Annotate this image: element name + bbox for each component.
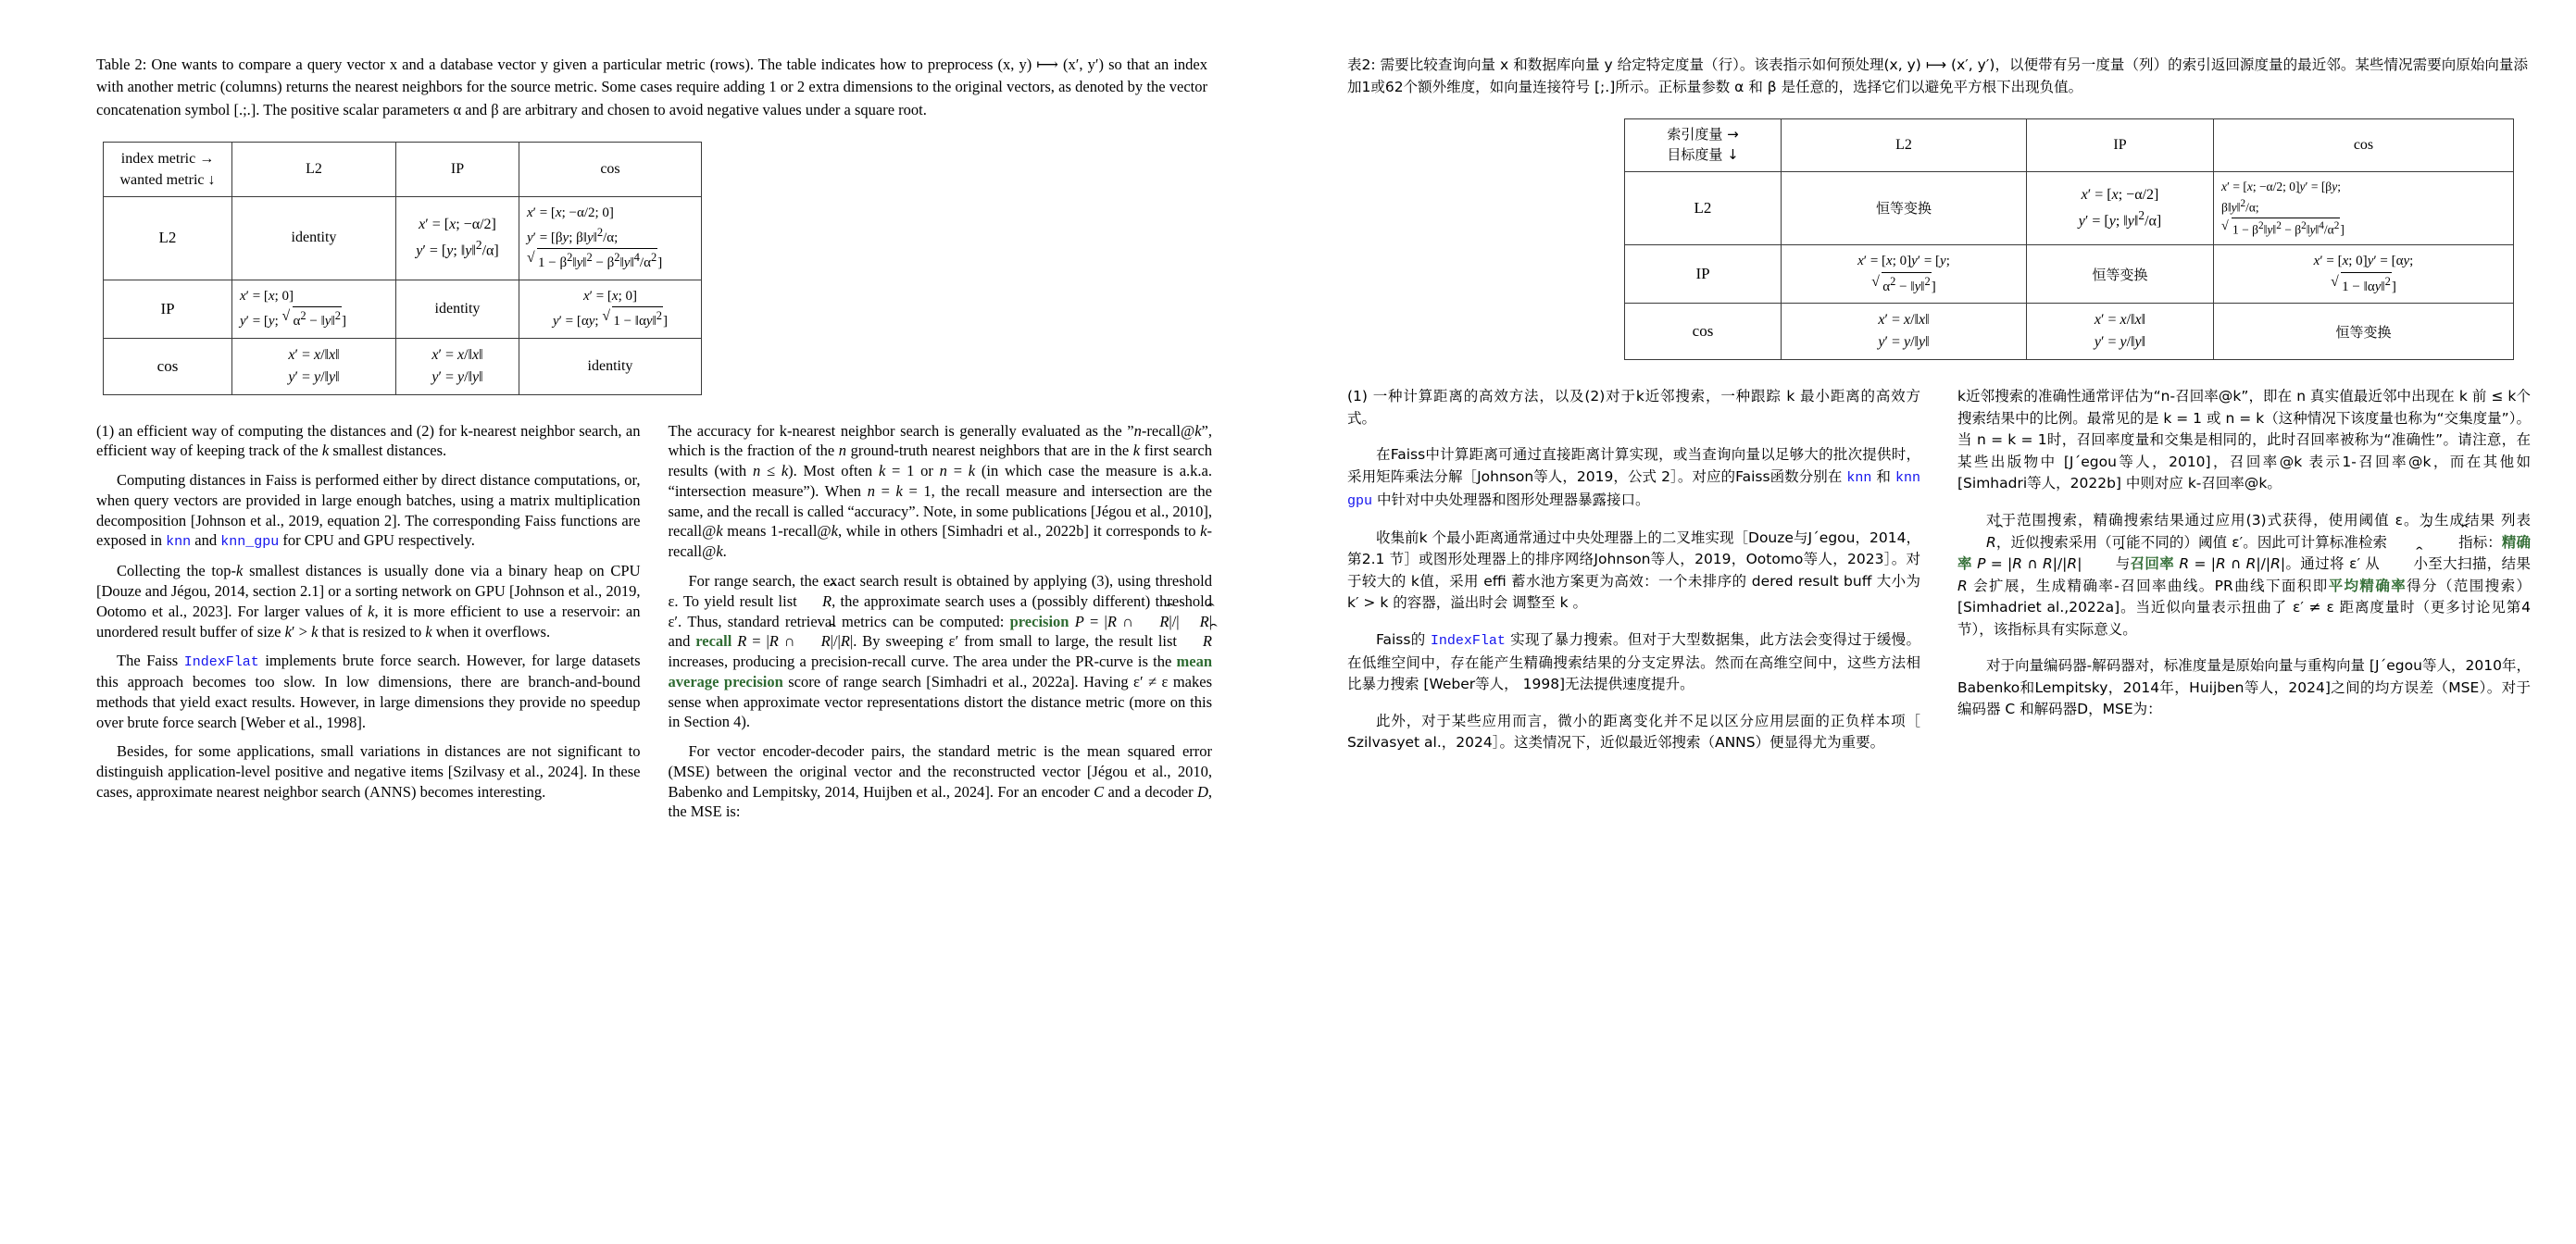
header-col-l2: L2 [1782,119,2027,172]
cell-ip-ip: 恒等变换 [2027,245,2214,304]
paragraph: (1) an efficient way of computing the distances and (2) for k-nearest neighbor search, an efficient way of keeping track of the k smallest distances. [96,421,641,460]
cell-l2-ip [2027,171,2214,245]
code-term-knn[interactable]: knn [166,534,192,551]
paragraph: The accuracy for k-nearest neighbor search is generally evaluated as the ”n-recall@k”, which is the fraction of the n ground-truth nearest neighbors that are in the k first search results (with n ≤ k). Most often k = 1 or n = k (in which case the measure is a.k.a. “intersection measure”). When n = k = 1, the recall measure and intersection are the same, and the recall is called “accuracy”. Note, in some publications [Jégou et al., 2010], recall@k means 1-recall@k, while in others [Simhadri et al., 2022b] it corresponds to k-recall@k. [668,421,1213,561]
cell-cos-ip [396,338,519,394]
term-recall: 召回率 [2130,555,2175,573]
table-row [104,197,702,280]
formula-line: x′ = [x; −α/2; 0] [527,205,614,221]
formula-line: x′ = [x; 0] [240,288,294,304]
table-header-row [1625,119,2514,172]
paragraph: 在Faiss中计算距离可通过直接距离计算实现，或当查询向量以足够大的批次提供时，采用矩阵乘法分解［Johnson等人，2019，公式 2］。对应的Faiss函数分别在 knn 和 knn gpu 中针对中央处理器和图形处理器暴露接口。 [1347,446,1920,509]
paragraph: The Faiss IndexFlat implements brute force search. However, for large datasets this approach becomes too slow. In low dimensions, there are branch-and-bound methods that yield exact results. However, in large dimensions they provide no speedup over brute force search [Weber et al., 1998]. [96,652,641,731]
index-metric-label: 索引度量 → [1667,126,1739,143]
cell-l2-l2: identity [232,197,396,280]
header-col-ip: IP [2027,119,2214,172]
table-row [104,280,702,338]
header-col-cos: cos [2214,119,2514,172]
row-label-ip: IP [104,280,232,338]
header-col-cos: cos [519,142,702,196]
formula-line: x′ = [x; −α/2; 0]y′ = [βy; [2221,179,2341,193]
row-label-cos: cos [104,338,232,394]
cell-cos-ip [2027,304,2214,360]
formula-line: y′ = [βy; β‖y‖$^2$/α; [527,225,619,245]
row-label-cos: cos [1625,304,1782,360]
formula-line: √ $\alpha^2$ − ‖y‖$^2$] [1789,272,2019,298]
header-corner-cell [104,142,232,196]
paragraph: For vector encoder-decoder pairs, the standard metric is the mean squared error (MSE) between the original vector and the reconstructed vector [Jégou et al., 2010, Babenko and Lempitsky, 2014, Huijben et al., 2024]. For an encoder C and a decoder D, the MSE is: [668,742,1212,821]
cell-ip-l2 [1782,245,2027,304]
header-col-l2: L2 [232,142,396,196]
cell-cos-l2 [1782,304,2027,360]
english-body-column-right [669,421,1213,832]
chinese-body-columns [1347,386,2531,768]
cell-ip-cos [2214,245,2514,304]
index-metric-label: index metric → [120,150,215,167]
cell-l2-ip [396,197,519,280]
cell-ip-ip: identity [396,280,519,338]
formula-line: y′ = y/‖y‖ [288,368,340,385]
code-term-knn-gpu[interactable]: knn_gpu [220,534,280,551]
formula-line: x′ = [x; −α/2] [419,217,496,233]
english-table-wrapper [96,142,1232,395]
term-precision: precision [1009,612,1069,630]
formula-line: y′ = y/‖y‖ [431,368,483,385]
table-row [104,338,702,394]
formula-line: x′ = [x; 0] [582,288,637,304]
paragraph: Computing distances in Faiss is performed either by direct distance computations, or, when query vectors are provided in large enough batches, using a matrix multiplication decomposition [Johnson et al., 2019, equation 2]. The corresponding Faiss functions are exposed in knn and knn_gpu for CPU and GPU respectively. [96,471,641,551]
english-caption-text: Table 2: One wants to compare a query vector x and a database vector y given a particular metric (rows). The table indicates how to preprocess (x, y) ⟼ (x′, y′) so that an index with another metric (columns) returns the nearest neighbors for the source metric. Some cases require adding 1 or 2 extra dimensions to the original vectors, as denoted by the vector concatenation symbol [.;.]. The positive scalar parameters α and β are arbitrary and chosen to avoid negative values under a square root. [96,56,1207,118]
wanted-metric-label: wanted metric ↓ [119,171,216,188]
chinese-body-column-right [1957,386,2531,768]
cell-ip-cos [519,280,702,338]
cell-cos-cos: 恒等变换 [2214,304,2514,360]
english-body-columns [96,421,1212,832]
english-metric-table [103,142,702,395]
table-header-row [104,142,702,196]
table-row [1625,171,2514,245]
chinese-metric-table [1624,118,2514,360]
chinese-table-caption [1347,54,2528,98]
paragraph: Besides, for some applications, small variations in distances are not significant to distinguish application-level positive and negative items [Szilvasy et al., 2024]. In these cases, approximate nearest neighbor search (ANNS) becomes interesting. [96,742,641,801]
row-label-l2: L2 [104,197,232,280]
formula-line: x′ = [x; 0]y′ = [y; [1857,254,1950,269]
term-mean-average-precision: 平均精确率 [2328,577,2407,594]
paragraph: Collecting the top-k smallest distances is usually done via a binary heap on CPU [Douze and Jégou, 2014, section 2.1] or a sorting network on GPU [Johnson et al., 2019, Ootomo et al., 2023]. For larger values of k, it is more efficient to use a reservoir: an unordered result buffer of size k′ > k that is resized to k when it overflows. [96,562,641,641]
term-recall: recall [695,632,732,651]
term-mean-average-precision: mean average precision [668,653,1212,690]
formula-line: √ $1 - \beta^2‖y‖^2$ − $\beta^2‖y‖^4/\alpha^2$] [527,248,694,274]
formula-line: y′ = y/‖y‖ [2094,334,2146,351]
header-col-ip: IP [396,142,519,196]
code-term-indexflat[interactable]: IndexFlat [1430,632,1506,649]
row-label-ip: IP [1625,245,1782,304]
formula-line: y′ = y/‖y‖ [1878,334,1930,351]
formula-line: y′ = [y; ‖y‖$^2$/α] [2078,207,2162,230]
formula-line: √ 1 − ‖αy‖$^2$] [2221,272,2506,298]
row-label-l2: L2 [1625,171,1782,245]
formula-line: x′ = [x; 0]y′ = [αy; [2313,254,2414,269]
chinese-body-column-left [1347,386,1920,768]
code-term-knn-gpu[interactable]: knn gpu [1347,469,1920,509]
english-table-caption [96,54,1207,121]
formula-line: x′ = [x; −α/2] [2081,186,2159,203]
paragraph: 此外，对于某些应用而言，微小的距离变化并不足以区分应用层面的正负样本项［ Szilvasyet al.，2024］。这类情况下，近似最近邻搜索（ANNS）便显得尤为重要。 [1347,712,1920,752]
code-term-knn[interactable]: knn [1846,469,1872,486]
english-body-column-left [96,421,641,832]
formula-line: y′ = [αy; √ 1 − ‖αy‖$^2$] [527,306,694,332]
formula-line: x′ = x/‖x‖ [288,346,340,363]
code-term-indexflat[interactable]: IndexFlat [183,654,259,671]
formula-line: x′ = x/‖x‖ [2094,312,2146,329]
cell-l2-l2: 恒等变换 [1782,171,2027,245]
term-precision: 精确率 [1957,533,2531,573]
paragraph: For range search, the exact search result is obtained by applying (3), using threshold ε. To yield result list R ˆ, the approximate search uses a (possibly different) threshold ε′. Thus, standard retrieval metrics can be computed: precision P = |R ∩ R ˆ|/| R ˆ| and recall R = |R ∩ R ˆ|/|R|. By sweeping ε′ from small to large, the result list R ˆ increases, producing a precision-recall curve. The area under the PR-curve is the mean average precision score of range search [Simhadri et al., 2022a]. Having ε′ ≠ ε makes sense when approximate vector representations distort the distance metric (more on this in Section 4). [669,571,1213,732]
paragraph: k近邻搜索的准确性通常评估为“n-召回率@k”，即在 n 真实值最近邻中出现在 k 前 ≤ k个搜索结果中的比例。最常见的是 k = 1 或 n = k（这种情况下该度量也称为“交集度量”）。当 n = k = 1时，召回率度量和交集是相同的，此时召回率被称为“准确性”。请注意，在某些出版物中 [J´egou等人，2010]，召回率@k 表示1-召回率@k，而在其他如 [Simhadri等人，2022b] 中则对应 k-召回率@k。 [1957,388,2531,492]
paragraph: (1) 一种计算距离的高效方法，以及(2)对于k近邻搜索，一种跟踪 k 最小距离的高效方式。 [1347,388,1920,427]
paragraph: 收集前k 个最小距离通常通过中央处理器上的二叉堆实现［Douze与J´egou，2014，第2.1 节］或图形处理器上的排序网络Johnson等人，2019，Ootomo等人，2023］。对于较大的 k值，采用 effi 蓄水池方案更为高效：一个未排序的 dered result buff 大小为 k′ > k 的容器，溢出时会 调整至 k 。 [1347,529,1920,612]
header-corner-cell [1625,119,1782,172]
paragraph: 对于范围搜索，精确搜索结果通过应用(3)式获得，使用阈值 ε。为生成结果 列表 R ˆ，近似搜索采用（可能不同的）阈值 ε′。因此可计算标准检索 ˆ ˆ 指标：精确率 P = |R ∩ R|/|R| ˆ 与召回率 R = |R ∩ R|/|R|。通过将 ε′ 从 ˆ 小至大扫描，结果 R 会扩展，生成精确率-召回率曲线。PR曲线下面积即平均精确率得分（范围搜索）[Simhadriet al.,2022a]。当近似向量表示扭曲了 ε′ ≠ ε 距离度量时（更多讨论见第4节），该指标具有实际意义。 [1957,510,2531,641]
paragraph: Faiss的 IndexFlat 实现了暴力搜索。但对于大型数据集，此方法会变得过于缓慢。在低维空间中，存在能产生精确搜索结果的分支定界法。然而在高维空间中，这些方法相比暴力搜索 [Weber等人， 1998]无法提供速度提升。 [1347,630,1920,693]
formula-line: β‖y‖$^2$/α; [2221,197,2259,215]
cell-cos-l2 [232,338,396,394]
wanted-metric-label: 目标度量 ↓ [1667,145,1739,163]
chinese-caption-text: 表2: 需要比较查询向量 x 和数据库向量 y 给定特定度量（行）。该表指示如何预处理(x, y) ⟼ (x′, y′)，以便带有另一度量（列）的索引返回源度量的最近邻。某些情况需要向原始向量添加1或62个额外维度，如向量连接符号 [;.]所示。正标量参数 α 和 β 是任意的，选择它们以避免平方根下出现负值。 [1347,56,2528,96]
formula-line: x′ = x/‖x‖ [431,346,483,363]
cell-l2-cos [519,197,702,280]
paragraph: 对于向量编码器-解码器对，标准度量是原始向量与重构向量 [J´egou等人，2010年，Babenko和Lempitsky，2014年，Huijben等人，2024]之间的均方误差（MSE）。对于编码器 C 和解码器D，MSE为： [1957,657,2531,718]
cell-ip-l2 [232,280,396,338]
table-row [1625,245,2514,304]
table-row [1625,304,2514,360]
formula-line: √ $1 - \beta^2‖y‖^2$ − $\beta^2‖y‖^4/\alpha^2$] [2221,218,2506,240]
cell-l2-cos [2214,171,2514,245]
cell-cos-cos: identity [519,338,702,394]
formula-line: y′ = [y; ‖y‖$^2$/α] [416,238,499,259]
formula-line: y′ = [y; √ $\alpha^2$ − ‖y‖$^2$] [240,306,388,332]
chinese-table-wrapper [1347,118,2520,360]
chinese-column-panel [1288,0,2576,1244]
formula-line: x′ = x/‖x‖ [1878,312,1930,329]
